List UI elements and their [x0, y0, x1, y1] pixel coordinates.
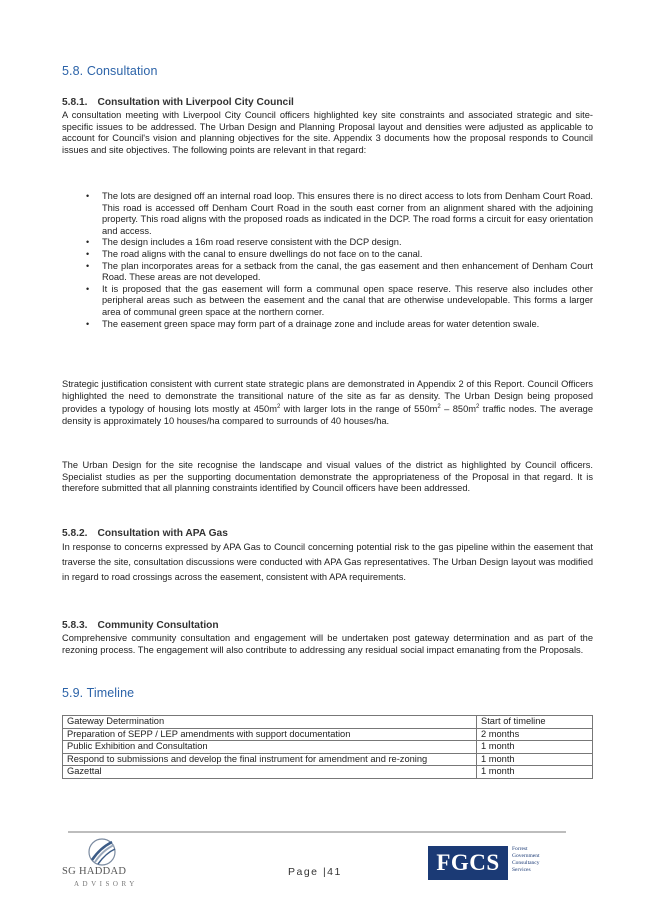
- subsection-number: 5.8.1.: [62, 97, 88, 108]
- subsection-number: 5.8.2.: [62, 528, 88, 539]
- list-item: • It is proposed that the gas easement will form a communal open space reserve. This reserve also includes other peripheral areas such as between the easement and the canal that are otherwise undevelopable. This forms a larger area of communal green space at the northern corner.: [62, 284, 593, 319]
- section-heading-timeline: 5.9. Timeline: [62, 686, 135, 700]
- table-cell: 1 month: [477, 753, 593, 766]
- subsection-heading-liverpool: [62, 97, 294, 108]
- table-row: [63, 766, 593, 779]
- section-heading-consultation: 5.8. Consultation: [62, 64, 158, 78]
- page-number: Page |41: [288, 866, 342, 878]
- list-item: • The design includes a 16m road reserve consistent with the DCP design.: [62, 237, 593, 249]
- table-row: [63, 728, 593, 741]
- subsection-heading-community: [62, 620, 219, 631]
- table-cell: Gazettal: [63, 766, 477, 779]
- list-item: • The road aligns with the canal to ensure dwellings do not face on to the canal.: [62, 249, 593, 261]
- table-cell: 2 months: [477, 728, 593, 741]
- sg-haddad-logo-text: SG HADDAD: [62, 866, 127, 877]
- strategic-justification-paragraph: Strategic justification consistent with current state strategic plans are demonstrated in Appendix 2 of this Report. Council Officers highlighted the need to demonstrate the transitional nature of the site as far as density. The Urban Design being proposed provides a typology of housing lots mostly at $450m^2$ with larger lots in the range of $550m^2 - 850m^2$ traffic nodes. The average density is approximately 10 houses/ha compared to surrounds of 40 houses/ha.: [62, 379, 593, 426]
- table-cell: Preparation of SEPP / LEP amendments with support documentation: [63, 728, 477, 741]
- table-row: [63, 741, 593, 754]
- subsection-title: Community Consultation: [97, 620, 219, 631]
- liverpool-bullet-list: [62, 191, 593, 330]
- table-cell: Public Exhibition and Consultation: [63, 741, 477, 754]
- footer-divider: [68, 831, 566, 833]
- subsection-title: Consultation with Liverpool City Council: [97, 97, 294, 108]
- table-row: [63, 716, 593, 729]
- table-cell: 1 month: [477, 741, 593, 754]
- timeline-table: [62, 715, 593, 779]
- apa-gas-paragraph: In response to concerns expressed by APA Gas to Council concerning potential risk to the gas pipeline within the easement that traverse the site, consultation discussions were conducted with APA Gas representatives. The Urban Design layout was modified in regard to road crossings across the easement, consistent with APA requirements.: [62, 542, 593, 583]
- fgcs-logo-caption: Forrest Government Consultancy Services: [512, 846, 540, 873]
- subsection-title: Consultation with APA Gas: [97, 528, 228, 539]
- list-item: • The lots are designed off an internal road loop. This ensures there is no direct access to lots from Denham Court Road. This road is accessed off Denham Court Road in the south east corner from an alignment shared with the adjoining property. This road aligns with the proposed roads as indicated in the DCP. The road forms a circuit for easy orientation and access.: [62, 191, 593, 237]
- subsection-heading-apa-gas: [62, 528, 228, 539]
- table-row: [63, 753, 593, 766]
- urban-design-paragraph: The Urban Design for the site recognise the landscape and visual values of the district as highlighted by Council officers. Specialist studies as per the supporting documentation demonstrate the appropriateness of the Proposal in that regard. It is therefore submitted that all planning constraints identified by Council officers have been addressed.: [62, 460, 593, 494]
- table-cell: Start of timeline: [477, 716, 593, 729]
- liverpool-intro-paragraph: A consultation meeting with Liverpool City Council officers highlighted key site constraints and associated strategic and site-specific issues to be addressed. The Urban Design and Planning Proposal layout and densities were adjusted as applicable to account for Council's vision and planning objectives for the site. Appendix 3 documents how the proposal responds to Council issues and site objectives. The following points are relevant in that regard:: [62, 110, 593, 155]
- list-item: • The plan incorporates areas for a setback from the canal, the gas easement and then enhancement of Denham Court Road. These areas are not developed.: [62, 261, 593, 284]
- table-cell: 1 month: [477, 766, 593, 779]
- fgcs-logo: FGCS: [428, 846, 508, 880]
- sg-haddad-logo-subtext: ADVISORY: [74, 880, 138, 888]
- table-cell: Respond to submissions and develop the final instrument for amendment and re-zoning: [63, 753, 477, 766]
- subsection-number: 5.8.3.: [62, 620, 88, 631]
- community-paragraph: Comprehensive community consultation and engagement will be undertaken post gateway determination and as part of the rezoning process. The engagement will also contribute to addressing any residual social impact emanating from the Proposals.: [62, 633, 593, 655]
- list-item: • The easement green space may form part of a drainage zone and include areas for water detention swale.: [62, 319, 593, 331]
- table-cell: Gateway Determination: [63, 716, 477, 729]
